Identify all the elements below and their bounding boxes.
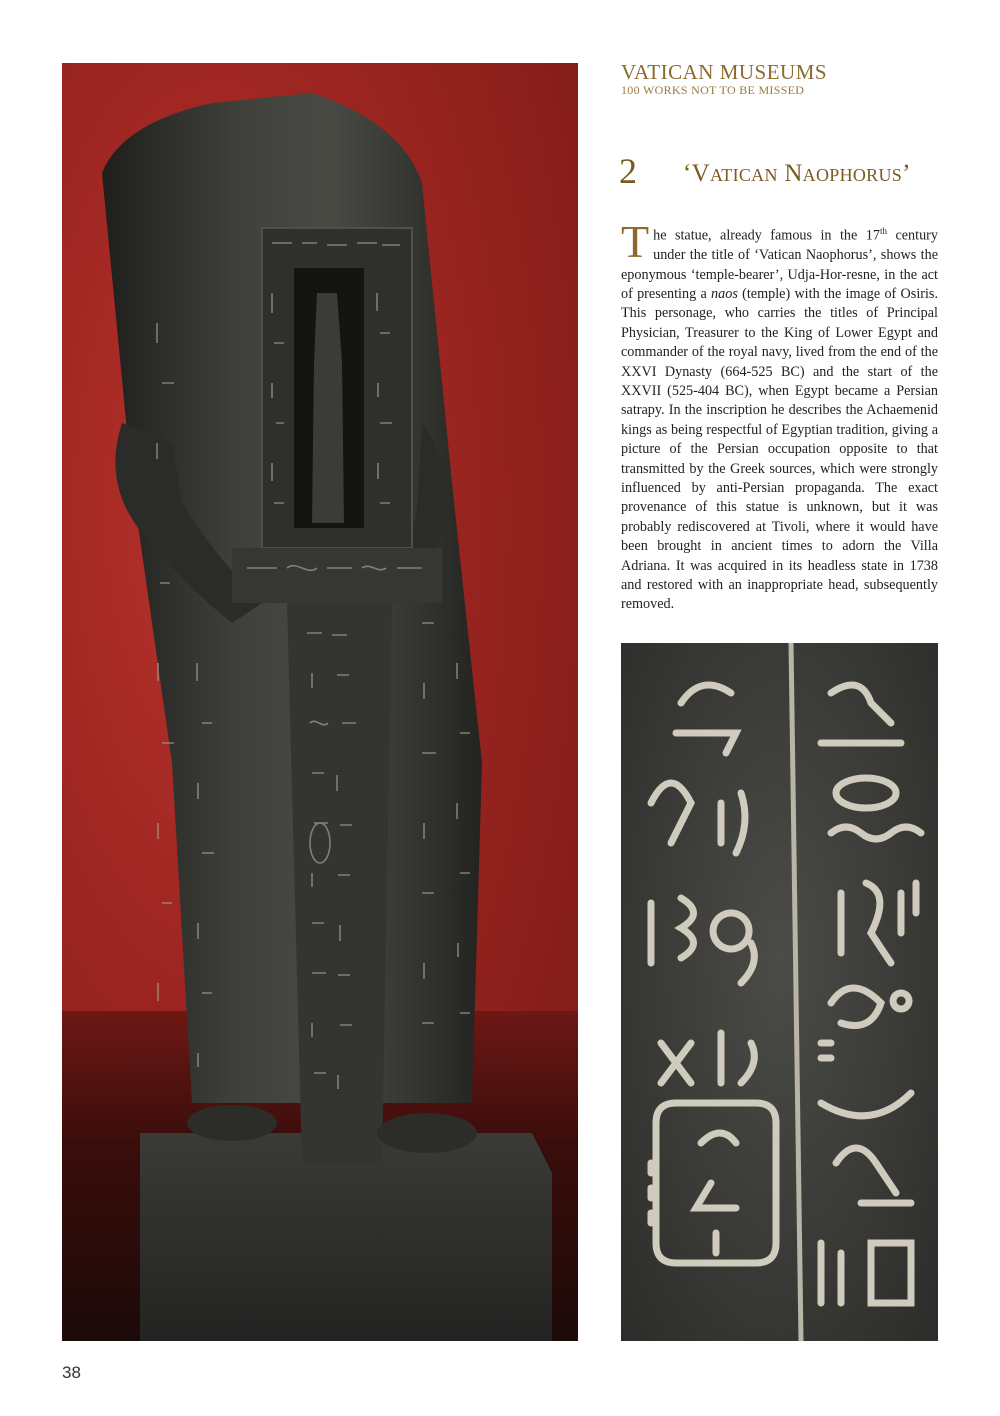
hieroglyph-detail-illustration: [621, 643, 938, 1341]
book-title: VATICAN MUSEUMS: [621, 60, 828, 84]
osiris-figure: [312, 293, 344, 523]
section-number: 2: [619, 151, 637, 191]
dropcap: T: [621, 216, 650, 267]
statue-illustration: [62, 63, 578, 1341]
section-title: ‘Vatican Naophorus’: [683, 160, 911, 187]
body-italic-term: naos: [711, 285, 738, 302]
column-divider: [791, 643, 801, 1341]
statue-right-foot: [377, 1113, 477, 1153]
body-text-part-2: century under the title of ‘Vatican Naophorus’, shows the eponymous ‘temple-bearer’, Udja-Hor-resne, in the act of presenting a: [621, 227, 938, 302]
statue-photo: [62, 63, 578, 1341]
naos-pillar: [287, 603, 392, 1163]
page-number: 38: [62, 1363, 81, 1382]
naos-shelf: [232, 548, 442, 603]
book-subtitle: 100 WORKS NOT TO BE MISSED: [621, 83, 805, 97]
body-text-part-3: (temple) with the image of Osiris. This personage, who carries the titles of Principal Physician, Treasurer to the King of Lower Egypt and commander of the royal navy, lived from the end of the XXVI Dynasty (664-525 BC) and the start of the XXVII (525-404 BC), when Egypt became a Persian satrapy. In the inscription he describes the Achaemenid kings as being respectful of Egyptian tradition, giving a picture of the Persian occupation opposite to that transmitted by the Greek sources, which were strongly influenced by anti-Persian propaganda. The exact provenance of this statue is unknown, but it was probably rediscovered at Tivoli, where it would have been brought in ancient times to adorn the Villa Adriana. It was acquired in its headless state in 1738 and restored with an inappropriate head, subsequently removed.: [621, 285, 938, 613]
body-text-part-1: he statue, already famous in the 17: [653, 227, 880, 244]
hieroglyph-glyphs: [651, 685, 921, 1303]
statue-left-foot: [187, 1105, 277, 1141]
statue-base: [140, 1133, 552, 1341]
hieroglyph-detail-photo: [621, 643, 938, 1341]
body-paragraph: [621, 216, 938, 615]
body-superscript: th: [879, 226, 887, 236]
